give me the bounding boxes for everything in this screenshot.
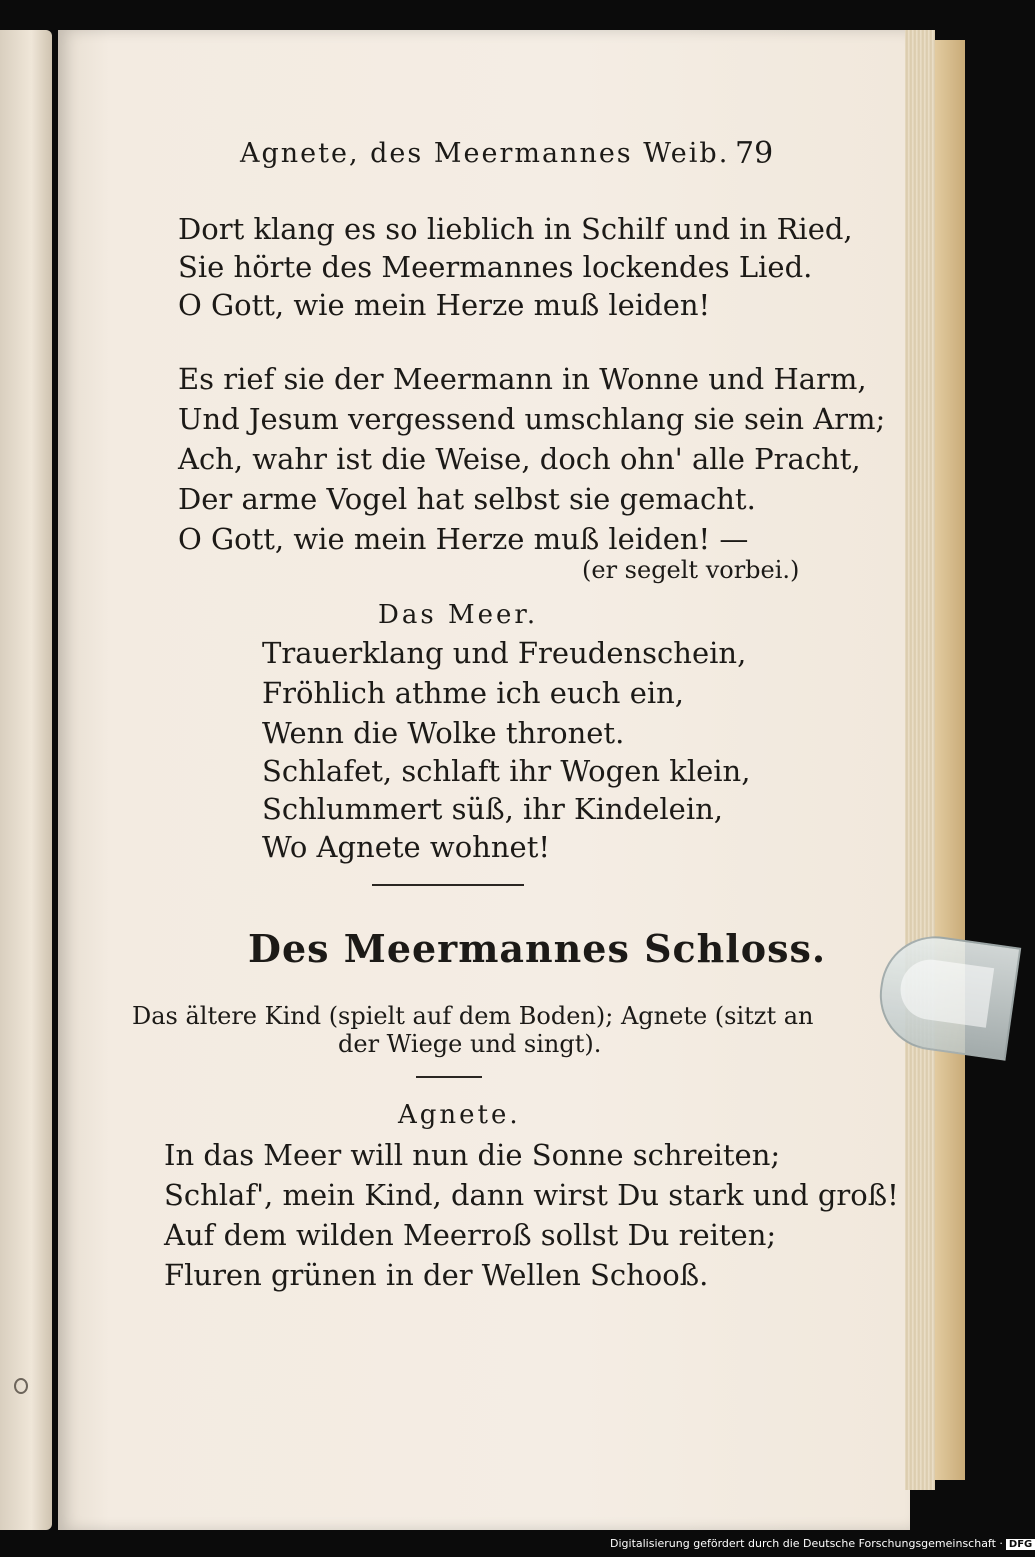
section-divider [372,884,524,886]
verse-line: O Gott, wie mein Herze muß leiden! [178,288,711,322]
section-title: Des Meermannes Schloss. [248,926,827,971]
speaker-name: Das Meer. [378,600,539,630]
footer-text: Digitalisierung gefördert durch die Deutsche Forschungsgemeinschaft · [610,1537,1003,1550]
verse-line: Es rief sie der Meermann in Wonne und Harm, [178,362,867,396]
verse-line: Ach, wahr ist die Weise, doch ohn' alle Pracht, [178,442,861,476]
dfg-logo: DFG [1006,1539,1035,1550]
page-stack-edge [905,30,935,1490]
stage-direction: der Wiege und singt). [338,1030,602,1058]
verse-line: Fröhlich athme ich euch ein, [262,676,685,710]
stage-direction: Das ältere Kind (spielt auf dem Boden); Agnete (sitzt an [132,1002,814,1030]
verse-line: Dort klang es so lieblich in Schilf und in Ried, [178,212,853,246]
speaker-name: Agnete. [398,1100,521,1130]
running-header: Agnete, des Meermannes Weib. [240,138,730,169]
verse-line: Und Jesum vergessend umschlang sie sein Arm; [178,402,886,436]
verse-line: Wo Agnete wohnet! [262,830,551,864]
verse-line: Auf dem wilden Meerroß sollst Du reiten; [164,1218,777,1252]
funding-footer [610,1537,1033,1553]
verse-line: Schlafet, schlaft ihr Wogen klein, [262,754,751,788]
verse-line: Schlummert süß, ihr Kindelein, [262,792,723,826]
book-cover-edge [935,40,965,1480]
verse-line: Trauerklang und Freudenschein, [262,636,747,670]
clip-highlight [897,956,994,1028]
left-page-edge [0,30,52,1530]
verse-line: Wenn die Wolke thronet. [262,716,625,750]
verse-line: In das Meer will nun die Sonne schreiten; [164,1138,781,1172]
short-divider [416,1076,482,1078]
verse-line: O Gott, wie mein Herze muß leiden! — [178,522,749,556]
ink-mark [14,1378,28,1394]
verse-line: Schlaf', mein Kind, dann wirst Du stark und groß! [164,1178,899,1212]
verse-line: Der arme Vogel hat selbst sie gemacht. [178,482,756,516]
verse-line: Fluren grünen in der Wellen Schooß. [164,1258,709,1292]
stage-direction: (er segelt vorbei.) [582,556,800,584]
page-number: 79 [735,136,774,171]
verse-line: Sie hörte des Meermannes lockendes Lied. [178,250,813,284]
